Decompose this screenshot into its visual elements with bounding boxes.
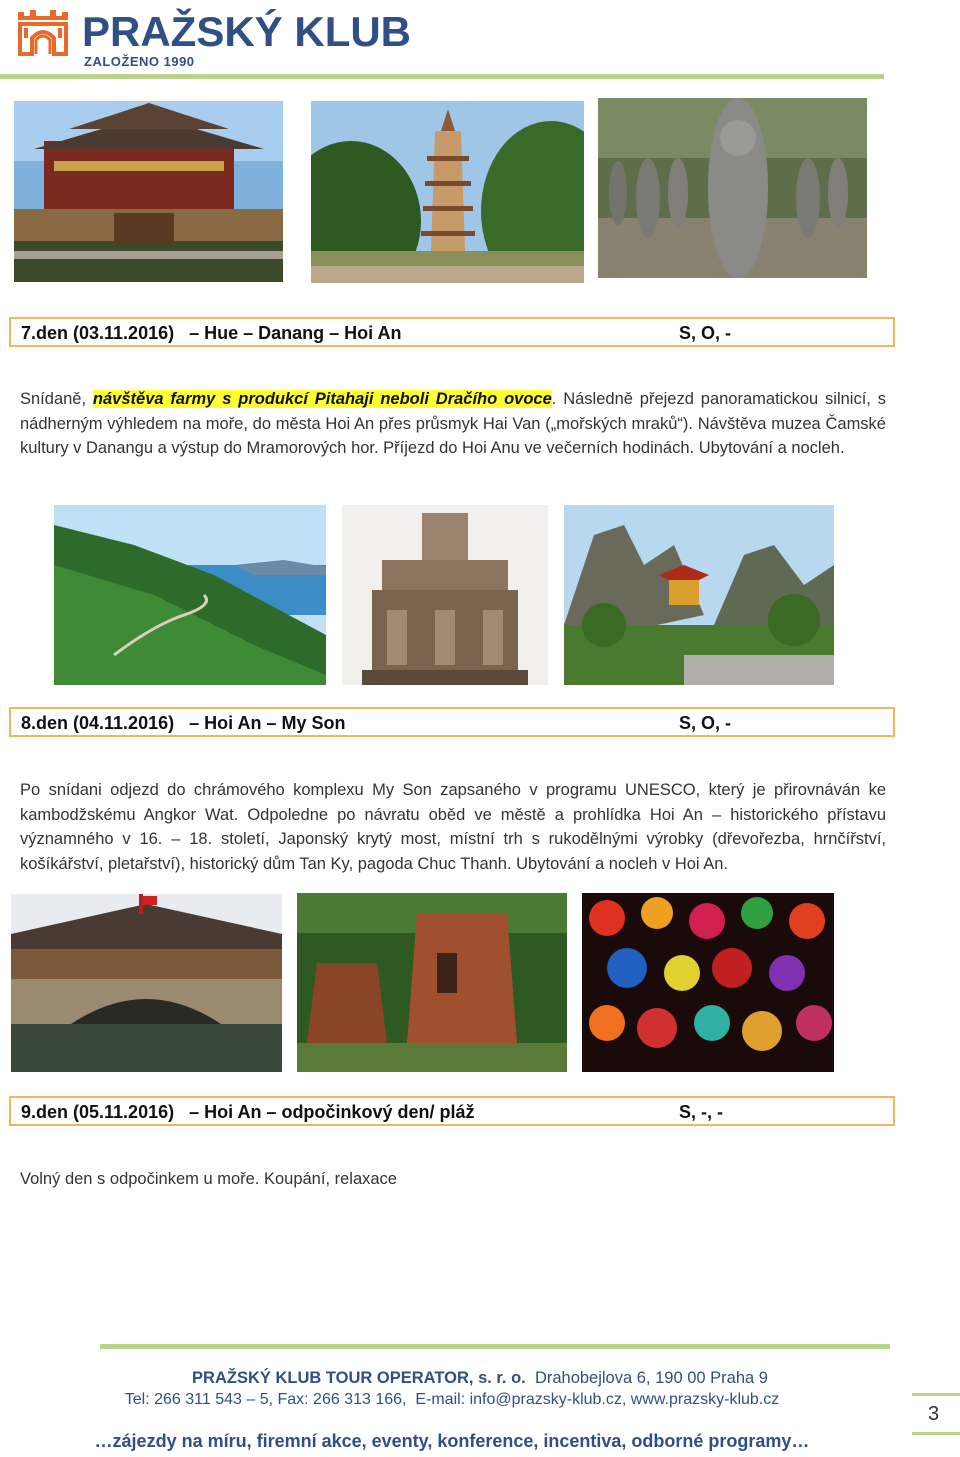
footer-contacts: Tel: 266 311 543 – 5, Fax: 266 313 166, E-mail: info@prazsky-klub.cz, www.prazsky-klub.cz (124, 1391, 780, 1408)
footer-address: Drahobejlova 6, 190 00 Praha 9 (534, 1369, 768, 1387)
lanterns-photo (582, 893, 834, 1072)
logo-name: PRAŽSKÝ KLUB (82, 8, 412, 55)
day-8-title: 8.den (04.11.2016) – Hoi An – My Son (21, 713, 346, 733)
my-son-temples-photo (297, 893, 567, 1072)
footer-slogan: …zájezdy na míru, firemní akce, eventy, konference, incentiva, odborné programy… (94, 1431, 810, 1451)
day-7-header (9, 317, 895, 347)
day-7-description (20, 387, 886, 461)
day-9-meals: S, -, - (679, 1102, 723, 1122)
footer-divider (100, 1344, 890, 1349)
castle-gate-icon (14, 6, 72, 58)
footer-company-line (0, 1369, 960, 1388)
page-number-rule-bottom (912, 1432, 960, 1435)
day-7-text-end: . Následně přejezd panoramatickou silnicí, s nádherným výhledem na moře, do města Hoi An přes průsmyk Hai Van („mořských mraků“). Návštěva muzea Čamské kultury v Danangu a výstup do Mramorových hor. Příjezd do Hoi Anu ve večerních hodinách. Ubytování a nocleh. (20, 390, 886, 457)
page-number-rule-top (912, 1393, 960, 1396)
day-7-meals: S, O, - (679, 323, 732, 343)
day-8-header (9, 707, 895, 737)
stone-mandarin-statues-photo (598, 98, 867, 278)
thien-mu-pagoda-photo (311, 101, 584, 283)
footer-company: PRAŽSKÝ KLUB TOUR OPERATOR, s. r. o. (192, 1369, 526, 1387)
marble-mountains-photo (564, 505, 834, 685)
day-9-description: Volný den s odpočinkem u moře. Koupání, relaxace (20, 1170, 397, 1188)
day-7-highlight: návštěva farmy s produkcí Pitahaji neboli Dračího ovoce (92, 390, 552, 408)
page-number: 3 (928, 1403, 940, 1425)
hai-van-pass-photo (54, 505, 326, 685)
logo-subtitle: ZALOŽENO 1990 (84, 54, 195, 69)
day-8-description: Po snídani odjezd do chrámového komplexu My Son zapsaného v programu UNESCO, který je přirovnáván ke kambodžskému Angkor Wat. Odpoledne po návratu oběd ve městě a prohlídka Hoi An – historického přístavu významného v 16. – 18. století, Japonský krytý most, místní trh s rukodělnými výrobky (dřevořezba, hrnčířství, košíkářství, pletařství), historický dům Tan Ky, pagoda Chuc Thanh. Ubytování a nocleh v Hoi An. (20, 781, 886, 873)
imperial-citadel-photo (14, 101, 283, 282)
header-divider (0, 74, 884, 79)
japanese-bridge-photo (11, 894, 282, 1072)
cham-sculpture-photo (342, 505, 548, 685)
day-8-meals: S, O, - (679, 713, 732, 733)
day-9-header (9, 1096, 895, 1126)
day-7-title: 7.den (03.11.2016) – Hue – Danang – Hoi An (21, 323, 402, 343)
day-7-text-start: Snídaně, (20, 390, 93, 408)
logo (14, 6, 72, 58)
day-9-title: 9.den (05.11.2016) – Hoi An – odpočinkový den/ pláž (21, 1102, 475, 1122)
